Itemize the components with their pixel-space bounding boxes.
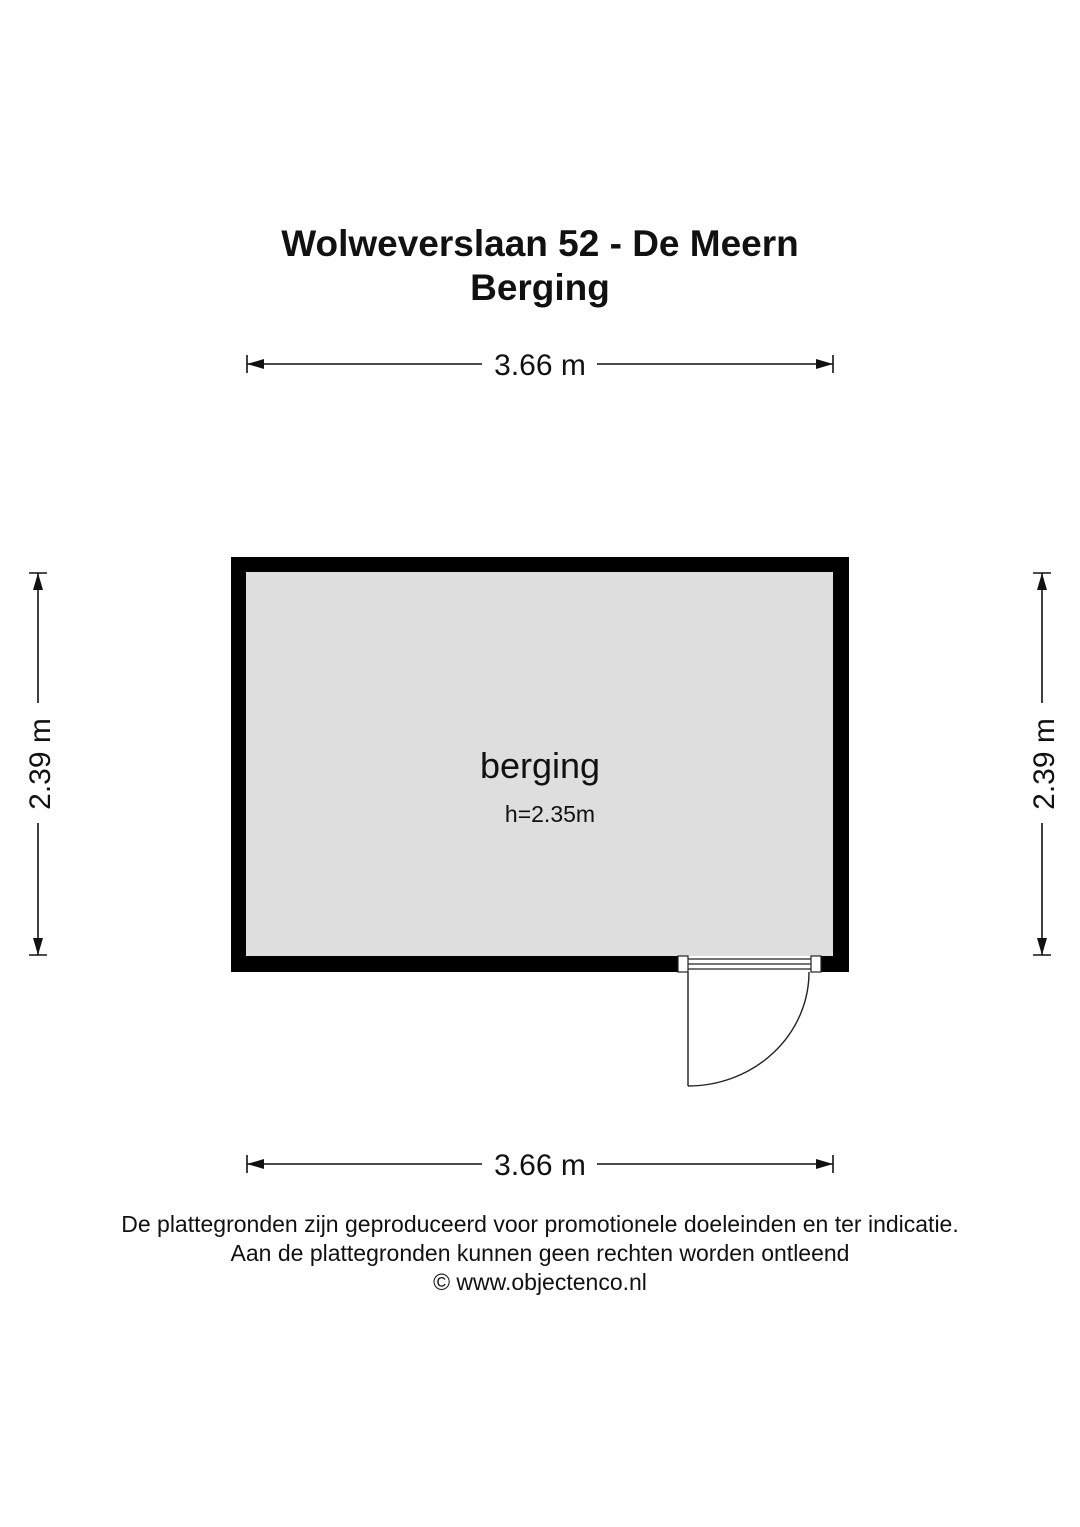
- arrowhead-up: [1037, 573, 1047, 590]
- bottom-width-label: 3.66 m: [494, 1149, 586, 1182]
- room-label: berging: [479, 745, 601, 786]
- copyright-line: © www.objectenco.nl: [433, 1269, 647, 1295]
- disclaimer-line-2: Aan de plattegronden kunnen geen rechten worden ontleend: [230, 1240, 850, 1266]
- arrowhead-down: [33, 938, 43, 955]
- right-dimension: [1028, 573, 1061, 955]
- room-berging: [231, 557, 849, 1086]
- plan-title: Wolweverslaan 52 - De Meern: [281, 223, 799, 264]
- disclaimer-line-1: De plattegronden zijn geproduceerd voor promotionele doeleinden en ter indicatie.: [121, 1211, 959, 1237]
- arrowhead-right: [816, 1159, 833, 1169]
- room-height-label: h=2.35m: [504, 801, 596, 827]
- top-dimension: [247, 349, 833, 382]
- left-dimension: [24, 573, 57, 955]
- plan-subtitle: Berging: [470, 267, 610, 308]
- right-height-label: 2.39 m: [1028, 718, 1061, 810]
- door-swing-arc: [688, 972, 809, 1086]
- arrowhead-up: [33, 573, 43, 590]
- arrowhead-left: [247, 1159, 264, 1169]
- arrowhead-left: [247, 359, 264, 369]
- top-width-label: 3.66 m: [494, 349, 586, 382]
- arrowhead-down: [1037, 938, 1047, 955]
- bottom-dimension: [247, 1149, 833, 1182]
- left-height-label: 2.39 m: [24, 718, 57, 810]
- arrowhead-right: [816, 359, 833, 369]
- door: [678, 956, 821, 1086]
